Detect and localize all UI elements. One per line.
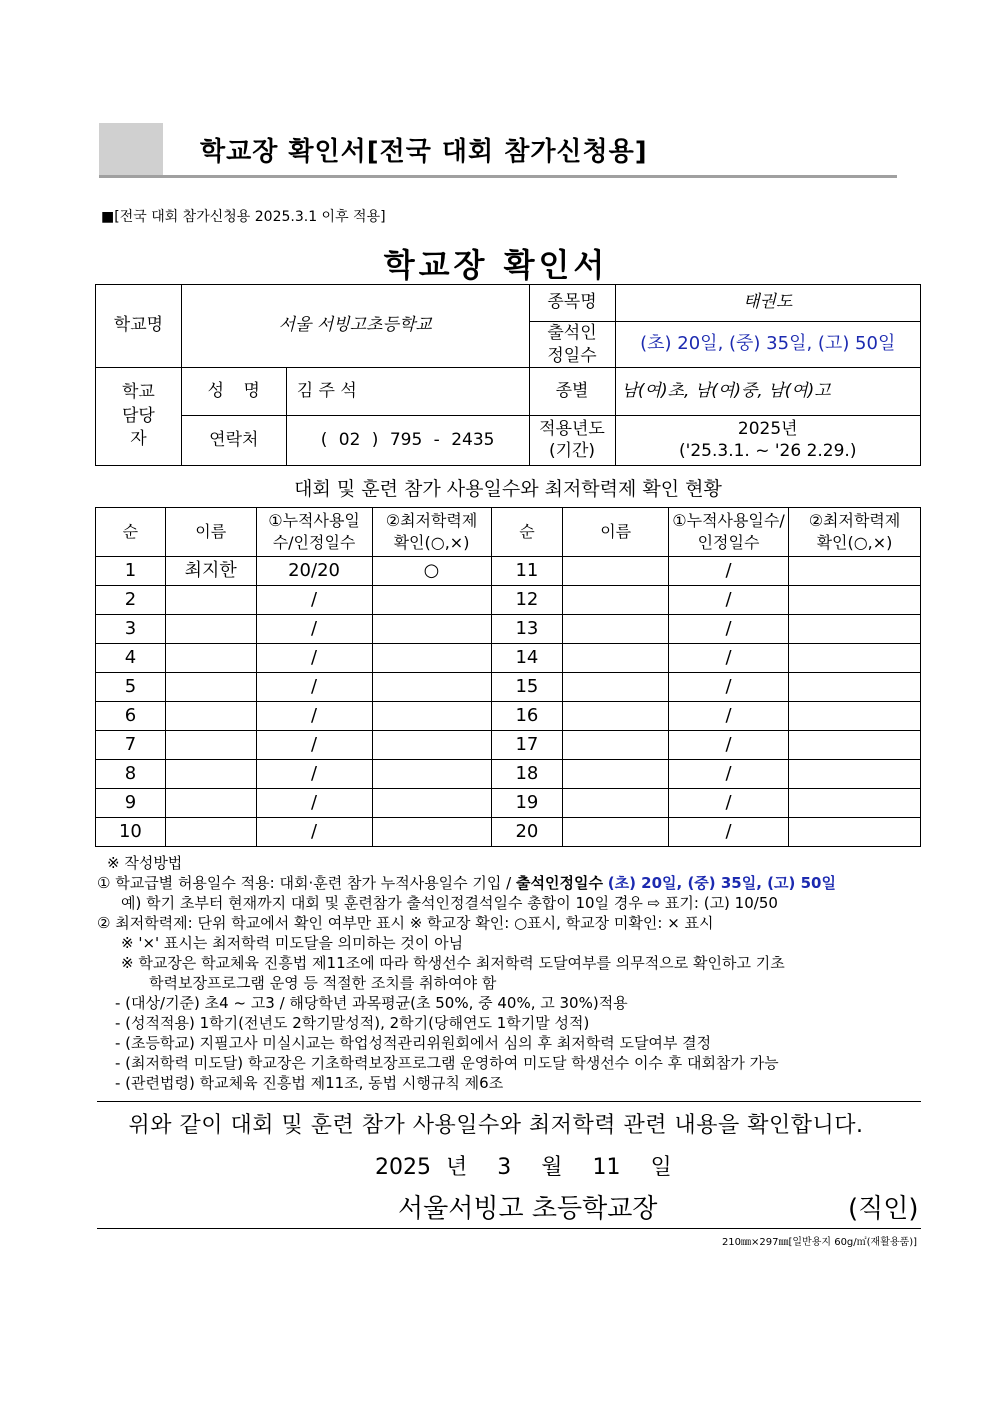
table-row [96,644,921,673]
student-name [563,702,669,731]
table-row [96,731,921,760]
col-num-right: 순 [491,508,563,557]
name-label: 성 명 [181,368,286,416]
row-number: 5 [96,673,166,702]
table-row [96,557,921,586]
days-used: / [669,702,789,731]
min-academic-check [789,615,921,644]
row-number: 3 [96,615,166,644]
row-number: 11 [491,557,563,586]
instr-line-3: ② 최저학력제: 단위 학교에서 확인 여부만 표시 ※ 학교장 확인: ○표시, 학교장 미확인: × 표시 [97,914,714,932]
student-name [563,789,669,818]
min-academic-check: ○ [372,557,491,586]
min-academic-check [372,818,491,847]
student-name [165,615,256,644]
row-number: 4 [96,644,166,673]
footer-divider [97,1228,921,1229]
seal-mark: (직인) [848,1194,919,1224]
row-number: 9 [96,789,166,818]
year-label: 적용년도(기간) [529,416,615,466]
category-value: 남(여)초, 남(여)중, 남(여)고 [615,368,921,416]
col-check-right: ②최저학력제 확인(○,×) [789,508,921,557]
days-used: / [669,615,789,644]
min-academic-check [372,760,491,789]
student-name [165,644,256,673]
instr-line-1: ① 학교급별 허용일수 적용: 대회·훈련 참가 누적사용일수 기입 / 출석인정일수 (초) 20일, (중) 35일, (고) 50일 [97,874,836,892]
row-number: 18 [491,760,563,789]
student-name [563,731,669,760]
sport-label: 종목명 [529,285,615,322]
col-check-left: ②최저학력제 확인(○,×) [372,508,491,557]
student-name [563,557,669,586]
min-academic-check [789,818,921,847]
paper-spec: 210㎜×297㎜[일반용지 60g/㎡(재활용품)] [721,1237,917,1248]
instr-line-6: 학력보장프로그램 운영 등 적절한 조치를 취하여야 함 [149,974,497,992]
instr-line-9: - (초등학교) 지필고사 미실시교는 학업성적관리위원회에서 심의 후 최저학력 도달여부 결정 [115,1034,712,1052]
header-decoration [99,123,163,176]
days-used: / [669,644,789,673]
instructions [97,853,927,1093]
instr-line-4: ※ '×' 표시는 최저학력 미도달을 의미하는 것이 아님 [121,934,464,952]
instr-line-7: - (대상/기준) 초4 ~ 고3 / 해당학년 과목평균(초 50%, 중 40%, 고 30%)적용 [115,994,628,1012]
days-used: / [256,644,372,673]
row-number: 2 [96,586,166,615]
student-name [563,586,669,615]
days-used: / [669,557,789,586]
days-used: / [256,789,372,818]
student-name: 최지한 [165,557,256,586]
days-used: / [256,702,372,731]
row-number: 17 [491,731,563,760]
col-name-right: 이름 [563,508,669,557]
status-table-title: 대회 및 훈련 참가 사용일수와 최저학력제 확인 현황 [294,478,722,500]
student-name [563,818,669,847]
student-name [563,760,669,789]
confirm-date: 2025 년 3 월 11 일 [375,1155,672,1180]
category-label: 종별 [529,368,615,416]
days-used: / [256,615,372,644]
days-used: / [669,731,789,760]
student-name [165,586,256,615]
row-number: 16 [491,702,563,731]
instr-heading: ※ 작성방법 [107,854,183,872]
min-academic-check [789,702,921,731]
student-name [165,789,256,818]
min-academic-check [789,644,921,673]
days-used: / [256,586,372,615]
header-title: 학교장 확인서[전국 대회 참가신청용] [200,137,648,167]
instr-line-10: - (최저학력 미도달) 학교장은 기초학력보장프로그램 운영하여 미도달 학생선수 이수 후 대회참가 가능 [115,1054,779,1072]
min-academic-check [372,586,491,615]
manager-label: 학교담당자 [96,368,182,466]
student-name [165,702,256,731]
row-number: 1 [96,557,166,586]
attend-label: 출석인정일수 [529,322,615,368]
min-academic-check [789,673,921,702]
min-academic-check [372,615,491,644]
table-row [96,789,921,818]
instr-line-8: - (성적적용) 1학기(전년도 2학기말성적), 2학기(당해연도 1학기말 성적) [115,1014,590,1032]
min-academic-check [372,789,491,818]
signer-name: 서울서빙고 초등학교장 [398,1194,658,1224]
confirm-divider [97,1101,921,1102]
table-row [96,673,921,702]
confirm-statement: 위와 같이 대회 및 훈련 참가 사용일수와 최저학력 관련 내용을 확인합니다. [128,1113,864,1138]
days-used: / [669,673,789,702]
row-number: 20 [491,818,563,847]
student-name [165,760,256,789]
days-used: 20/20 [256,557,372,586]
name-value: 김 주 석 [286,368,529,416]
days-used: / [256,760,372,789]
min-academic-check [372,731,491,760]
table-row [96,615,921,644]
table-row [96,818,921,847]
row-number: 6 [96,702,166,731]
col-num-left: 순 [96,508,166,557]
min-academic-check [789,789,921,818]
min-academic-check [789,731,921,760]
row-number: 10 [96,818,166,847]
table-row [96,586,921,615]
student-name [563,615,669,644]
table-row [96,702,921,731]
min-academic-check [372,673,491,702]
student-name [165,818,256,847]
days-used: / [256,673,372,702]
row-number: 14 [491,644,563,673]
min-academic-check [789,586,921,615]
col-days-left: ①누적사용일수/인정일수 [256,508,372,557]
row-number: 7 [96,731,166,760]
contact-label: 연락처 [181,416,286,466]
sport-value: 태권도 [615,285,921,322]
student-name [165,673,256,702]
table-row [96,760,921,789]
year-cell [615,416,921,466]
contact-value: ( 02 ) 795 - 2435 [286,416,529,466]
row-number: 15 [491,673,563,702]
min-academic-check [372,644,491,673]
row-number: 8 [96,760,166,789]
days-used: / [256,731,372,760]
year-value: 2025년 [737,419,798,440]
school-label: 학교명 [96,285,182,368]
col-name-left: 이름 [165,508,256,557]
instr-line-2: 예) 학기 초부터 현재까지 대회 및 훈련참가 출석인정결석일수 총합이 10일 경우 ⇨ 표기: (고) 10/50 [121,894,778,912]
days-used: / [669,760,789,789]
student-name [165,731,256,760]
student-name [563,644,669,673]
row-number: 19 [491,789,563,818]
instr-line-5: ※ 학교장은 학교체육 진흥법 제11조에 따라 학생선수 최저학력 도달여부를 의무적으로 확인하고 기초 [121,954,785,972]
days-used: / [256,818,372,847]
student-name [563,673,669,702]
header-divider [99,175,897,178]
min-academic-check [789,557,921,586]
info-table [95,284,921,466]
notice-text: ■[전국 대회 참가신청용 2025.3.1 이후 적용] [101,209,386,225]
days-used: / [669,586,789,615]
attend-value: (초) 20일, (중) 35일, (고) 50일 [615,322,921,368]
school-value: 서울 서빙고초등학교 [181,285,529,368]
status-table [95,507,921,847]
col-days-right: ①누적사용일수/인정일수 [669,508,789,557]
days-used: / [669,789,789,818]
instr-line-11: - (관련법령) 학교체육 진흥법 제11조, 동법 시행규칙 제6조 [115,1074,504,1092]
row-number: 13 [491,615,563,644]
year-range: ('25.3.1. ~ '26 2.29.) [679,440,857,461]
min-academic-check [372,702,491,731]
min-academic-check [789,760,921,789]
document-title: 학교장 확인서 [383,246,609,284]
row-number: 12 [491,586,563,615]
days-used: / [669,818,789,847]
